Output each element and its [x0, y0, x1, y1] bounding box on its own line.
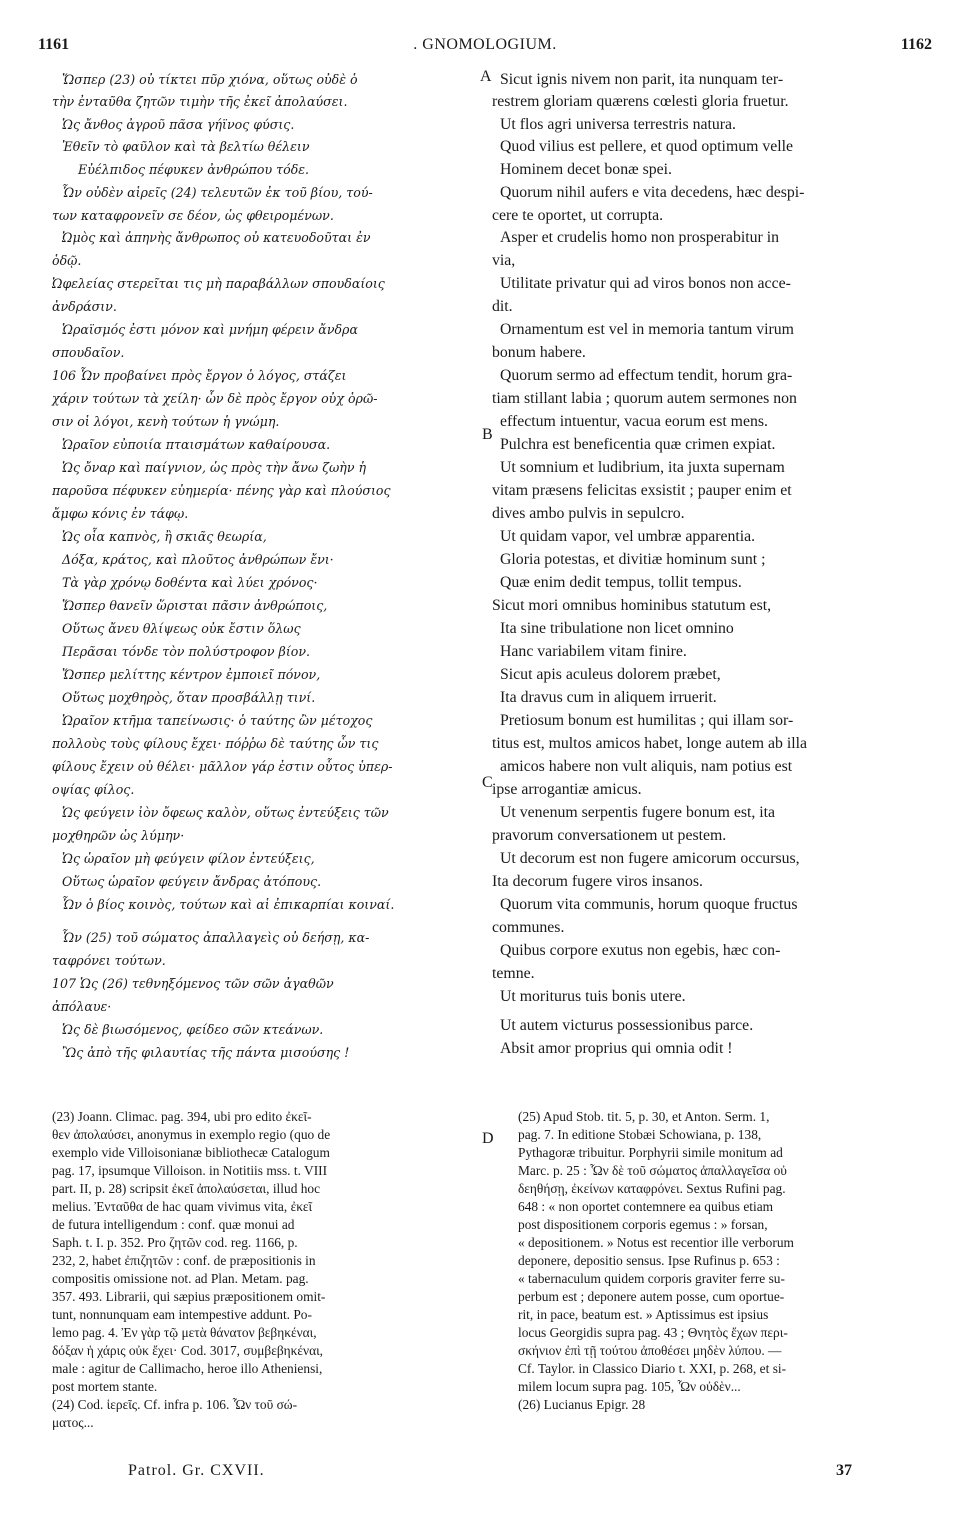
greek-text-line: Ἐθεῖν τὸ φαῦλον καὶ τὰ βελτίω θέλειν [62, 139, 310, 154]
latin-text-line: Hanc variabilem vitam finire. [500, 643, 687, 660]
latin-text-line: Ornamentum est vel in memoria tantum virum [500, 321, 794, 338]
footnote-left-line: tunt, nonnunquam eam intempestive addunt. Po- [52, 1307, 312, 1322]
footnote-left-line: θεν ἀπολαύσει, anonymus in exemplo regio (quo de [52, 1127, 331, 1142]
greek-text-line: Ὡραῖον εὐποιία πταισμάτων καθαίρουσα. [62, 437, 331, 452]
footnote-right-line: Pythagoræ tribuitur. Porphyrii simile monitum ad [518, 1145, 783, 1160]
greek-text-line: ἀπόλαυε· [52, 999, 112, 1014]
footnote-left-line: 232, 2, habet ἐπιζητῶν : conf. de præpositionis in [52, 1253, 316, 1268]
footnote-right-line: 648 : « non oportet contemnere ea quibus etiam [518, 1199, 774, 1214]
footnote-right-line: δεηθήσῃ, ἐκείνων καταφρόνει. Sextus Rufini pag. [518, 1181, 786, 1196]
footnote-right-line: milem locum supra pag. 105, Ὧν οὐδὲν... [518, 1379, 741, 1394]
footnote-left-line: lemo pag. 4. Ἐν γὰρ τῷ μετὰ θάνατον βεβηκέναι, [52, 1325, 317, 1340]
footnote-left-line: ματος... [52, 1415, 94, 1430]
latin-text-line: Ut moriturus tuis bonis utere. [500, 988, 686, 1005]
latin-text-line: Absit amor proprius qui omnia odit ! [500, 1040, 733, 1057]
greek-text-line: Ὠφελείας στερεῖται τις μὴ παραβάλλων σπουδαίοις [52, 276, 385, 291]
greek-text-line: ἄμφω κόνις ἐν τάφῳ. [52, 506, 189, 521]
greek-text-line: Δόξα, κράτος, καὶ πλοῦτος ἀνθρώπων ἔνι· [62, 552, 334, 567]
latin-text-line: bonum habere. [492, 344, 586, 361]
greek-text-line: Ὡραϊσμός ἐστι μόνον καὶ μνήμη φέρειν ἄνδρα [62, 322, 358, 337]
greek-text-line: Ὥσπερ θανεῖν ὥρισται πᾶσιν ἀνθρώποις, [62, 598, 328, 613]
greek-text-line: Ὡς φεύγειν ἰὸν ὄφεως καλὸν, οὕτως ἐντεύξεις τῶν [62, 805, 389, 820]
latin-text-line: tiam stillant labia ; quorum autem sermones non [492, 390, 797, 407]
latin-text-line: Hominem decet bonæ spei. [500, 161, 672, 178]
margin-letter-c: C [482, 774, 493, 791]
footnote-left-line: post mortem stante. [52, 1379, 158, 1394]
greek-text-line: Περᾶσαι τόνδε τὸν πολύστροφον βίον. [62, 644, 311, 659]
page-number-left: 1161 [38, 36, 70, 53]
footnote-right-line: post dispositionem corporis egemus : » forsan, [518, 1217, 768, 1232]
page-header [38, 36, 932, 58]
footnote-left-line: melius. Ἐνταῦθα de hac quam vivimus vita, ἐκεῖ [52, 1199, 313, 1214]
greek-text-line: Εὐέλπιδος πέφυκεν ἀνθρώπου τόδε. [78, 162, 310, 177]
footnote-right-line: perbum est ; deponere autem posse, cum oportue- [518, 1289, 785, 1304]
greek-text-line: 106 Ὧν προβαίνει πρὸς ἔργον ὁ λόγος, στάζει [52, 368, 347, 383]
page-number-right: 1162 [900, 36, 932, 53]
greek-text-line: σπουδαῖον. [52, 345, 125, 360]
greek-text-line: Ὡς οἷα καπνὸς, ἢ σκιᾶς θεωρία, [62, 529, 267, 544]
greek-text-line: Ὡραῖον κτῆμα ταπείνωσις· ὁ ταύτης ὢν μέτοχος [62, 713, 373, 728]
latin-text-line: pravorum conversationem ut pestem. [492, 827, 727, 844]
latin-text-line: Ut flos agri universa terrestris natura. [500, 116, 736, 133]
latin-text-line: titus est, multos amicos habet, longe autem ab illa [492, 735, 807, 752]
greek-text-line: Τὰ γὰρ χρόνῳ δοθέντα καὶ λύει χρόνος· [62, 575, 318, 590]
footnote-left-line: part. II, p. 28) scripsit ἐκεῖ ἀπολαύσεται, illud hoc [52, 1181, 321, 1196]
footnote-left-line: Saph. t. I. p. 352. Pro ζητῶν cod. reg. 1166, p. [52, 1235, 298, 1250]
greek-text-line: πολλοὺς τοὺς φίλους ἔχει· πόῤῥω δὲ ταύτης ὧν τις [52, 736, 379, 751]
latin-text-line: Quorum sermo ad effectum tendit, horum gra- [500, 367, 793, 384]
footnote-right-line: (26) Lucianus Epigr. 28 [518, 1397, 646, 1412]
footnote-right-line: deponere, depositio sensus. Ipse Rufinus p. 653 : [518, 1253, 780, 1268]
greek-text-line: Ὠμὸς καὶ ἀπηνὴς ἄνθρωπος οὐ κατευοδοῦται ἐν [62, 230, 371, 245]
footnote-right-line: Cf. Taylor. in Classico Diario t. XXI, p. 268, et si- [518, 1361, 787, 1376]
latin-text-line: Quorum vita communis, horum quoque fructus [500, 896, 798, 913]
greek-text-line: Ὥσπερ (23) οὐ τίκτει πῦρ χιόνα, οὕτως οὐδὲ ὁ [62, 72, 358, 87]
footnote-right-line: σκήνιον ἐπὶ τῇ τούτου ἀποθέσει μηδὲν λύπου. — [518, 1343, 782, 1358]
greek-text-line: Οὕτως ὡραῖον φεύγειν ἄνδρας ἀτόπους. [62, 874, 322, 889]
latin-text-line: Ita decorum fugere viros insanos. [492, 873, 703, 890]
greek-text-line: τὴν ἐνταῦθα ζητῶν τιμὴν τῆς ἐκεῖ ἀπολαύσει. [52, 94, 348, 109]
footnote-right-line: locus Georgidis supra pag. 43 ; Θνητὸς ἔχων περι- [518, 1325, 788, 1340]
footnote-left-line: compositis omissione not. ad Plan. Metam. pag. [52, 1271, 309, 1286]
latin-text-line: Gloria potestas, et divitiæ hominum sunt ; [500, 551, 766, 568]
greek-text-line: φίλους ἔχειν οὐ θέλει· μᾶλλον γάρ ἐστιν οὗτος ὑπερ- [52, 759, 393, 774]
footnote-left-line: (23) Joann. Climac. pag. 394, ubi pro edito ἐκεῖ- [52, 1109, 312, 1124]
footnote-left-line: de futura intelligendum : conf. quæ monui ad [52, 1217, 295, 1232]
footnote-left-line: δόξαν ἡ χάρις οὐκ ἔχει· Cod. 3017, συμβεβηκέναι, [52, 1343, 324, 1358]
greek-text-line: ὁδῷ. [52, 253, 82, 268]
latin-text-line: Sicut ignis nivem non parit, ita nunquam ter- [500, 71, 784, 88]
greek-text-line: Οὕτως μοχθηρὸς, ὅταν προσβάλλῃ τινί. [62, 690, 316, 705]
footnote-left-line: exemplo vide Villoisonianæ bibliothecæ Catalogum [52, 1145, 330, 1160]
greek-text-line: Ὧν (25) τοῦ σώματος ἀπαλλαγεὶς οὐ δεήσῃ, κα- [62, 930, 370, 945]
greek-text-line: ἀνδράσιν. [52, 299, 117, 314]
greek-text-line: σιν οἱ λόγοι, κενὴ τούτων ἡ γνώμη. [52, 414, 280, 429]
latin-text-line: Sicut mori omnibus hominibus statutum est, [492, 597, 772, 614]
signature-mark: 37 [836, 1462, 852, 1479]
latin-text-line: Pretiosum bonum est humilitas ; qui illam sor- [500, 712, 794, 729]
latin-text-line: ipse arrogantiæ amicus. [492, 781, 642, 798]
footnote-right-line: (25) Apud Stob. tit. 5, p. 30, et Anton. Serm. 1, [518, 1109, 770, 1124]
latin-text-line: Ut venenum serpentis fugere bonum est, ita [500, 804, 776, 821]
running-title: . GNOMOLOGIUM. [413, 36, 557, 53]
greek-text-line: Οὕτως ἄνευ θλίψεως οὐκ ἔστιν ὅλως [62, 621, 301, 636]
latin-text-line: effectum intuentur, vacua eorum est mens. [500, 413, 768, 430]
greek-text-line: Ὡς δὲ βιωσόμενος, φείδεο σῶν κτεάνων. [62, 1022, 324, 1037]
greek-text-line: χάριν τούτων τὰ χείλη· ὧν δὲ πρὸς ἔργον οὐχ ὁρῶ- [52, 391, 378, 406]
latin-text-line: restrem gloriam quærens cœlesti gloria fruetur. [492, 93, 789, 110]
greek-text-line: Ὡς ἄνθος ἀγροῦ πᾶσα γήϊνος φύσις. [62, 117, 295, 132]
footnote-left-line: pag. 17, ipsumque Villoison. in Notitiis mss. t. VIII [52, 1163, 328, 1178]
greek-text-line: ταφρόνει τούτων. [52, 953, 166, 968]
footnote-left-line: male : agitur de Callimacho, heroe illo Atheniensi, [52, 1361, 323, 1376]
greek-text-line: Ὡς ὄναρ καὶ παίγνιον, ὡς πρὸς τὴν ἄνω ζωὴν ἡ [62, 460, 367, 475]
latin-text-line: Ut decorum est non fugere amicorum occursus, [500, 850, 800, 867]
latin-text-line: Utilitate privatur qui ad viros bonos non acce- [500, 275, 791, 292]
latin-text-line: communes. [492, 919, 565, 936]
latin-text-line: Quorum nihil aufers e vita decedens, hæc despi- [500, 184, 805, 201]
greek-text-line: Ὧν ὁ βίος κοινὸς, τούτων καὶ αἱ ἐπικαρπίαι κοιναί. [62, 897, 395, 912]
latin-text-line: vitam præsens felicitas exsistit ; pauper enim et [492, 482, 792, 499]
footnote-left-line: (24) Cod. ἱερεῖς. Cf. infra p. 106. Ὧν τοῦ σώ- [52, 1397, 298, 1412]
latin-text-line: Pulchra est beneficentia quæ crimen expiat. [500, 436, 776, 453]
margin-letter-a: A [480, 68, 492, 85]
footnote-right-line: rit, in pace, beatum est. » Aptissimus est ipsius [518, 1307, 769, 1322]
greek-text-line: παροῦσα πέφυκεν εὐημερία· πένης γὰρ καὶ πλούσιος [52, 483, 391, 498]
latin-text-line: Asper et crudelis homo non prosperabitur in [500, 229, 780, 246]
margin-letter-b: B [482, 426, 493, 443]
latin-text-line: Ita sine tribulatione non licet omnino [500, 620, 734, 637]
greek-text-line: Ὧν οὐδὲν αἱρεῖς (24) τελευτῶν ἐκ τοῦ βίου, τού- [62, 185, 373, 200]
latin-text-line: Ut autem victurus possessionibus parce. [500, 1017, 754, 1034]
greek-text-line: 107 Ὡς (26) τεθνηξόμενος τῶν σῶν ἀγαθῶν [52, 976, 334, 991]
latin-text-line: Ita dravus cum in aliquem irruerit. [500, 689, 717, 706]
footnote-right-line: « tabernaculum quidem corporis graviter ferre su- [518, 1271, 785, 1286]
series-title: Patrol. Gr. CXVII. [128, 1462, 265, 1479]
latin-text-line: Sicut apis aculeus dolorem præbet, [500, 666, 721, 683]
latin-text-line: dit. [492, 298, 513, 315]
page-footer [128, 1462, 852, 1486]
footnote-right-line: pag. 7. In editione Stobæi Schowiana, p. 138, [518, 1127, 762, 1142]
latin-text-line: temne. [492, 965, 535, 982]
latin-text-line: dives ambo pulvis in sepulcro. [492, 505, 685, 522]
greek-text-line: Ὢς ἀπὸ τῆς φιλαυτίας τῆς πάντα μισούσης ! [62, 1045, 350, 1060]
greek-text-line: των καταφρονεῖν σε δέον, ὡς φθειρομένων. [52, 208, 334, 223]
greek-text-line: Ὥσπερ μελίττης κέντρον ἐμποιεῖ πόνον, [62, 667, 321, 682]
latin-text-line: Quibus corpore exutus non egebis, hæc con- [500, 942, 781, 959]
latin-text-line: Quæ enim dedit tempus, tollit tempus. [500, 574, 742, 591]
greek-text-line: Ὡς ὡραῖον μὴ φεύγειν φίλον ἐντεύξεις, [62, 851, 315, 866]
latin-text-line: via, [492, 252, 516, 269]
latin-text-line: cere te oportet, ut corrupta. [492, 207, 664, 224]
footnote-right-line: « depositionem. » Notus est recentior ille verborum [518, 1235, 794, 1250]
margin-letter-d: D [482, 1130, 494, 1147]
footnote-right-line: Marc. p. 25 : Ὧν δὲ τοῦ σώματος ἀπαλλαγεῖσα οὐ [518, 1163, 787, 1178]
greek-text-line: οψίας φίλος. [52, 782, 135, 797]
greek-text-line: μοχθηρῶν ὡς λύμην· [52, 828, 185, 843]
latin-text-line: Quod vilius est pellere, et quod optimum velle [500, 138, 794, 155]
latin-text-line: amicos habere non vult aliquis, nam potius est [500, 758, 793, 775]
latin-text-line: Ut somnium et ludibrium, ita juxta supernam [500, 459, 785, 476]
footnote-left-line: 357. 493. Librarii, qui sæpius præpositionem omit- [52, 1289, 326, 1304]
latin-text-line: Ut quidam vapor, vel umbræ apparentia. [500, 528, 756, 545]
